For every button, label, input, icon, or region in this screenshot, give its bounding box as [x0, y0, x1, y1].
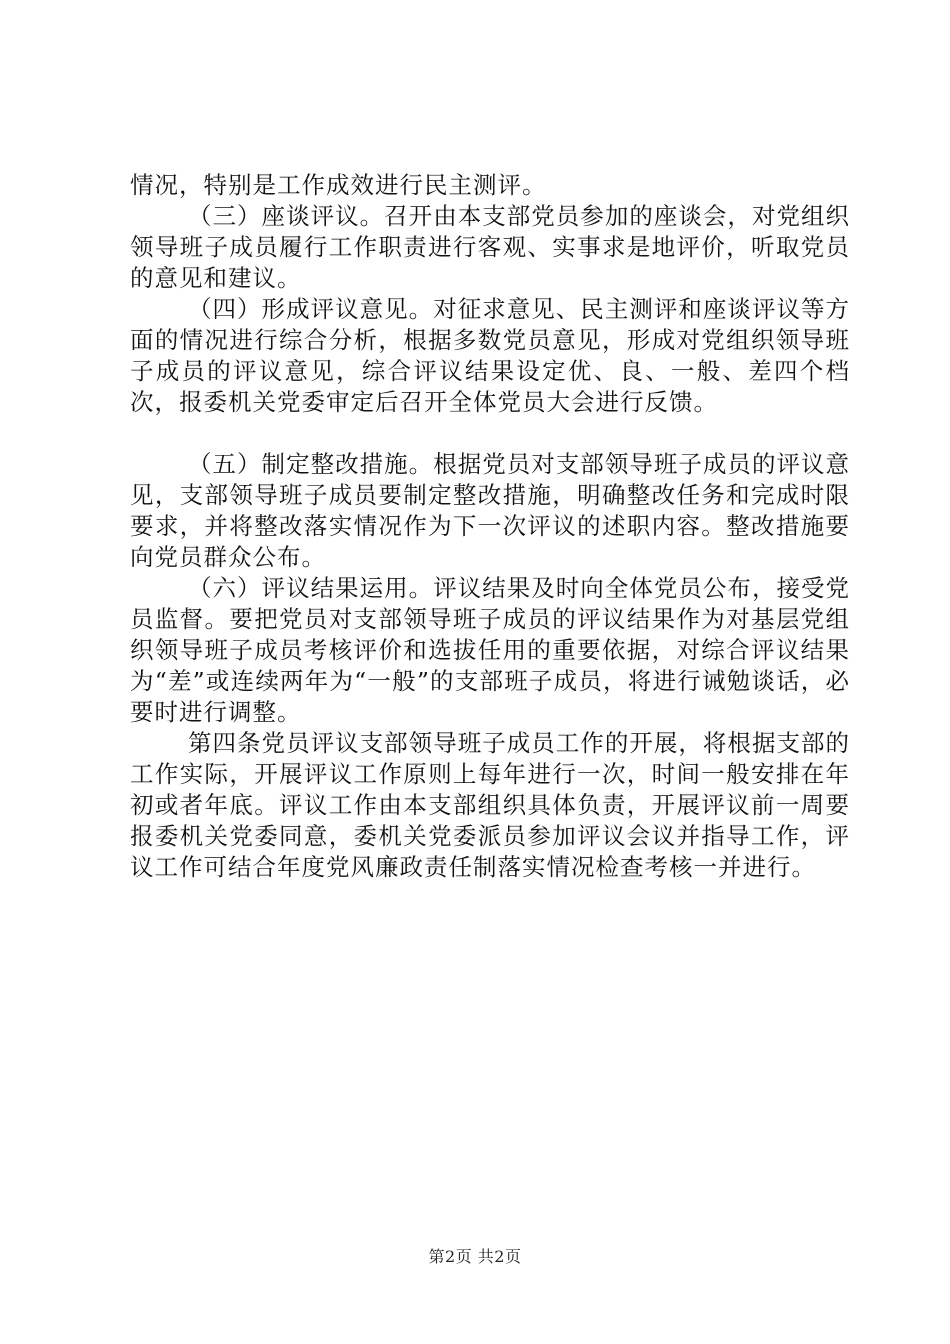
paragraph-article-4: 第四条党员评议支部领导班子成员工作的开展，将根据支部的工作实际，开展评议工作原则上每年进行一次，时间一般安排在年初或者年底。评议工作由本支部组织具体负责，开展评议前一周要报委机关党委同意，委机关党委派员参加评议会议并指导工作，评议工作可结合年度党风廉政责任制落实情况检查考核一并进行。: [130, 729, 850, 881]
paragraph-section-5: （五）制定整改措施。根据党员对支部领导班子成员的评议意见，支部领导班子成员要制定整改措施，明确整改任务和完成时限要求，并将整改落实情况作为下一次评议的述职内容。整改措施要向党员群众公布。: [130, 450, 850, 571]
document-body: [130, 170, 850, 883]
paragraph-section-4: （四）形成评议意见。对征求意见、民主测评和座谈评议等方面的情况进行综合分析，根据多数党员意见，形成对党组织领导班子成员的评议意见，综合评议结果设定优、良、一般、差四个档次，报委机关党委审定后召开全体党员大会进行反馈。: [130, 295, 850, 416]
page-footer: 第2页 共2页: [428, 1247, 522, 1266]
paragraph-spacer: [130, 418, 850, 449]
paragraph-section-3: （三）座谈评议。召开由本支部党员参加的座谈会，对党组织领导班子成员履行工作职责进行客观、实事求是地评价，听取党员的意见和建议。: [130, 202, 850, 292]
paragraph-continuation: 情况，特别是工作成效进行民主测评。: [130, 171, 547, 199]
paragraph-section-6: （六）评议结果运用。评议结果及时向全体党员公布，接受党员监督。要把党员对支部领导班子成员的评议结果作为对基层党组织领导班子成员考核评价和选拔任用的重要依据，对综合评议结果为“差”或连续两年为“一般”的支部班子成员，将进行诫勉谈话，必要时进行调整。: [130, 574, 850, 726]
